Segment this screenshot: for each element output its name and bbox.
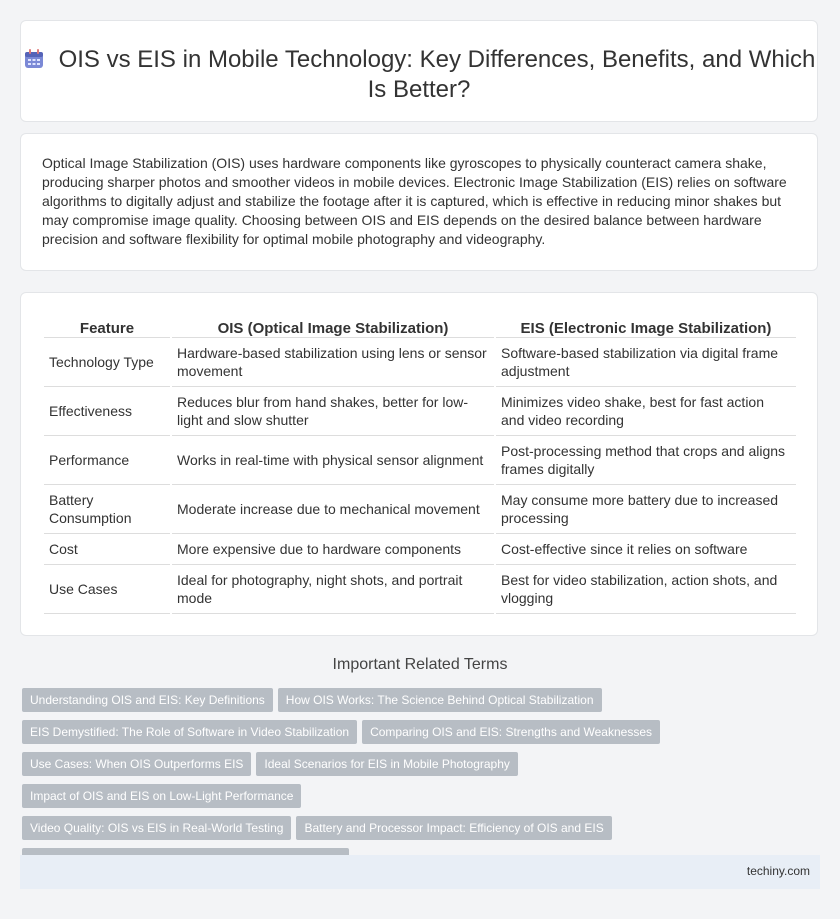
cell-eis: Post-processing method that crops and aligns frames digitally: [496, 436, 796, 485]
header-eis: EIS (Electronic Image Stabilization): [496, 313, 796, 338]
related-terms-list: [22, 688, 802, 880]
table-header-row: [44, 313, 796, 338]
cell-ois: Works in real-time with physical sensor alignment: [172, 436, 494, 485]
related-term-tag[interactable]: Ideal Scenarios for EIS in Mobile Photography: [256, 752, 517, 776]
cell-ois: Hardware-based stabilization using lens or sensor movement: [172, 338, 494, 387]
header-ois: OIS (Optical Image Stabilization): [172, 313, 494, 338]
table-row: [44, 338, 796, 387]
related-terms-title: Important Related Terms: [332, 656, 508, 673]
header-card: [20, 20, 818, 122]
related-term-tag[interactable]: Impact of OIS and EIS on Low-Light Performance: [22, 784, 301, 808]
cell-eis: Software-based stabilization via digital frame adjustment: [496, 338, 796, 387]
cell-ois: Ideal for photography, night shots, and portrait mode: [172, 565, 494, 614]
table-row: [44, 485, 796, 534]
cell-eis: Minimizes video shake, best for fast action and video recording: [496, 387, 796, 436]
cell-feature: Technology Type: [44, 338, 170, 387]
related-term-tag[interactable]: EIS Demystified: The Role of Software in Video Stabilization: [22, 720, 357, 744]
intro-paragraph: Optical Image Stabilization (OIS) uses hardware components like gyroscopes to physically counteract camera shake, producing sharper photos and smoother videos in mobile devices. Electronic Image Stabilization (EIS) relies on software algorithms to digitally adjust and stabilize the footage after it is captured, which is effective in reducing minor shakes but may compromise image quality. Choosing between OIS and EIS depends on the desired balance between hardware precision and software flexibility for optimal mobile photography and videography.: [42, 155, 787, 247]
cell-feature: Battery Consumption: [44, 485, 170, 534]
table-row: [44, 534, 796, 565]
related-term-tag[interactable]: Comparing OIS and EIS: Strengths and Weaknesses: [362, 720, 660, 744]
table-row: [44, 436, 796, 485]
cell-feature: Use Cases: [44, 565, 170, 614]
cell-feature: Cost: [44, 534, 170, 565]
related-term-tag[interactable]: Battery and Processor Impact: Efficiency of OIS and EIS: [296, 816, 611, 840]
calendar-icon: [23, 48, 45, 70]
comparison-table-card: [20, 292, 818, 636]
table-row: [44, 565, 796, 614]
page-title: OIS vs EIS in Mobile Technology: Key Differences, Benefits, and Which Is Better?: [58, 46, 816, 103]
cell-ois: More expensive due to hardware components: [172, 534, 494, 565]
cell-feature: Performance: [44, 436, 170, 485]
related-term-tag[interactable]: Understanding OIS and EIS: Key Definitions: [22, 688, 273, 712]
page-title-wrap: [21, 45, 817, 105]
related-term-tag[interactable]: Video Quality: OIS vs EIS in Real-World Testing: [22, 816, 291, 840]
related-term-tag[interactable]: Use Cases: When OIS Outperforms EIS: [22, 752, 251, 776]
cell-eis: May consume more battery due to increased processing: [496, 485, 796, 534]
comparison-table: [42, 313, 798, 614]
cell-ois: Moderate increase due to mechanical movement: [172, 485, 494, 534]
footer-site-link[interactable]: techiny.com: [746, 864, 810, 878]
cell-eis: Best for video stabilization, action shots, and vlogging: [496, 565, 796, 614]
cell-feature: Effectiveness: [44, 387, 170, 436]
footer: [20, 855, 820, 889]
cell-eis: Cost-effective since it relies on software: [496, 534, 796, 565]
related-term-tag[interactable]: How OIS Works: The Science Behind Optical Stabilization: [278, 688, 602, 712]
header-feature: Feature: [44, 313, 170, 338]
cell-ois: Reduces blur from hand shakes, better for low-light and slow shutter: [172, 387, 494, 436]
intro-card: [20, 133, 818, 271]
table-row: [44, 387, 796, 436]
